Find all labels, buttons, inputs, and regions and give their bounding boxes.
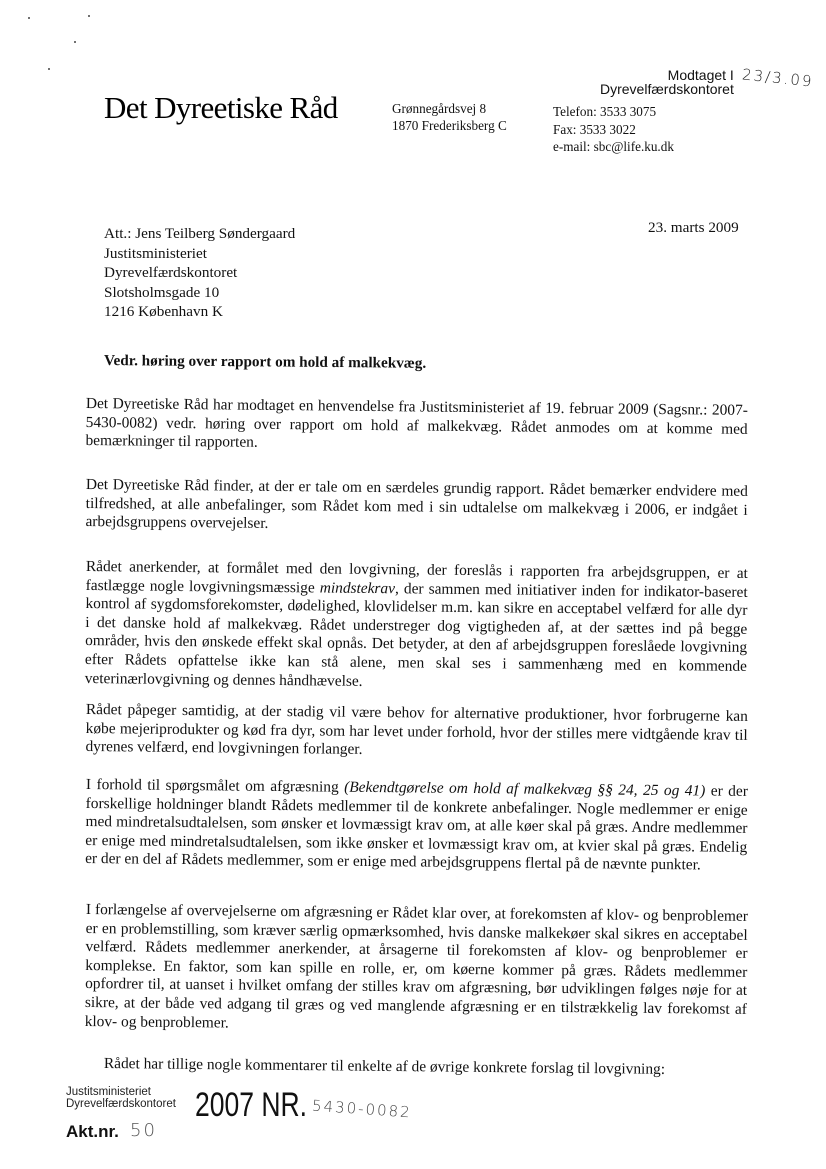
recipient-line: Dyrevelfærdskontoret <box>104 264 238 282</box>
emphasis-text: (Bekendtgørelse om hold af malkekvæg §§ 24, 25 og 41) <box>344 779 706 800</box>
file-stamp-line2: Dyrevelfærdskontoret <box>66 1097 176 1110</box>
organization-contact <box>553 103 674 156</box>
address-line: 1870 Frederiksberg C <box>392 118 507 133</box>
paragraph-4: Rådet påpeger samtidig, at der stadig vil være behov for alternative produktioner, hvor forbrugerne kan købe mejeriprodukter og kød fra dyr, som har levet under forhold, hvor der stilles mere vidtgående krav til dyrenes velfærd, end lovgivningen forlanger. <box>85 701 748 759</box>
received-handwritten-date: 23/3.09 <box>741 65 815 91</box>
address-line: Grønnegårdsvej 8 <box>392 101 487 116</box>
recipient-line: Justitsministeriet <box>104 244 207 262</box>
received-stamp <box>600 68 734 96</box>
received-stamp-line2: Dyrevelfærdskontoret <box>600 81 734 97</box>
recipient-line: Slotsholmsgade 10 <box>104 283 220 301</box>
file-stamp-line1: Justitsministeriet <box>66 1086 151 1098</box>
organization-address <box>392 100 507 134</box>
paragraph-text: er der forskellige holdninger blandt Rådets medlemmer til de konkrete anbefalinger. Nogle medlemmer er enige med mindretalsudtalelsen, som ønsker et lovmæssigt krav om, at alle køer skal på græs. Andre medlemmer er enige med mindretalsudtalelsen, som ikke ønsker et lovmæssigt krav om, at kvier skal på græs. Endelig er der en del af Rådets medlemmer, som er enige med arbejdsgruppens flertal på de nævnte punkter. <box>85 782 748 875</box>
emphasis-text: mindstekrav <box>319 579 396 598</box>
organization-name: Det Dyreetiske Råd <box>104 90 338 125</box>
scan-speck <box>28 17 30 19</box>
subject-line: Vedr. høring over rapport om hold af malkekvæg. <box>103 352 427 372</box>
recipient-line: 1216 København K <box>104 303 223 321</box>
phone: Telefon: 3533 3075 <box>553 104 657 119</box>
paragraph-2: Det Dyreetiske Råd finder, at der er tale om en særdeles grundig rapport. Rådet bemærker endvidere med tilfredshed, at alle anbefalinger, som Rådet kom med i sin udtalelse om malkekvæg i 2006, er indgået i arbejdsgruppens overvejelser. <box>85 476 748 533</box>
paragraph-3 <box>85 558 748 695</box>
paragraph-text: I forhold til spørgsmålet om afgræsning <box>85 776 345 797</box>
file-stamp-number: 2007 NR. <box>195 1086 308 1124</box>
akt-number: 50 <box>130 1120 157 1141</box>
paragraph-7: Rådet har tillige nogle kommentarer til enkelte af de øvrige konkrete forslag til lovgivning: <box>103 1055 666 1079</box>
recipient-block <box>104 224 295 322</box>
file-stamp-label <box>66 1087 176 1110</box>
paragraph-1: Det Dyreetiske Råd har modtaget en henvendelse fra Justitsministeriet af 19. februar 2009 (Sagsnr.: 2007-5430-0082) vedr. høring over rapport om hold af malkekvæg. Rådet anmodes om at komme med bemærkninger til rapporten. <box>85 395 748 452</box>
paragraph-text: , der sammen med initiativer inden for indikator-baseret kontrol af sygdomsforekomster, dødelighed, klovlidelser m.m. kan sikre en acceptabel velfærd for alle dyr i det danske hold af malkekvæg. Rådet understreger dog vigtigheden af, at der sættes ind på begge områder, hvis den ønskede effekt skal opnås. Det betyder, at den af arbejdsgruppen foreslåede lovgivning efter Rådets opfattelse ikke kan stå alene, men skal ses i sammenhæng med en kommende veterinærlovgivning og dennes håndhævelse. <box>84 580 748 690</box>
paragraph-6: I forlængelse af overvejelserne om afgræsning er Rådet klar over, at forekomsten af klov- og benproblemer er en problemstilling, som kræver særlig opmærksomhed, hvis danske malkekøer skal sikres en acceptabel velfærd. Rådets medlemmer anerkender, at årsagerne til forekomsten af klov- og benproblemer er komplekse. En faktor, som kan spille en rolle, er, om køerne kommer på græs. Rådets medlemmer opfordrer til, at uanset i hvilket omfang der stilles krav om afgræsning, bør udviklingen følges nøje for at sikre, at der både ved adgang til græs og ved manglende afgræsning er en tilstrækkelig lav forekomst af klov- og benproblemer. <box>84 901 748 1032</box>
scan-speck <box>48 68 50 70</box>
scan-speck <box>74 41 76 43</box>
file-stamp-handwritten-number: 5430-0082 <box>311 1096 413 1122</box>
fax: Fax: 3533 3022 <box>553 121 636 137</box>
paragraph-5 <box>85 776 748 876</box>
akt-label: Akt.nr. <box>66 1122 119 1141</box>
scan-speck <box>88 15 90 17</box>
received-stamp-line1: Modtaget I <box>667 67 734 83</box>
email: e-mail: sbc@life.ku.dk <box>553 139 674 154</box>
recipient-line: Att.: Jens Teilberg Søndergaard <box>104 225 296 242</box>
letter-date: 23. marts 2009 <box>648 219 739 236</box>
paragraph-text: Rådet anerkender, at formålet med den lovgivning, der foreslås i rapporten fra arbejdsgruppen, er at fastlægge nogle lovgivningsmæssige <box>85 558 748 597</box>
